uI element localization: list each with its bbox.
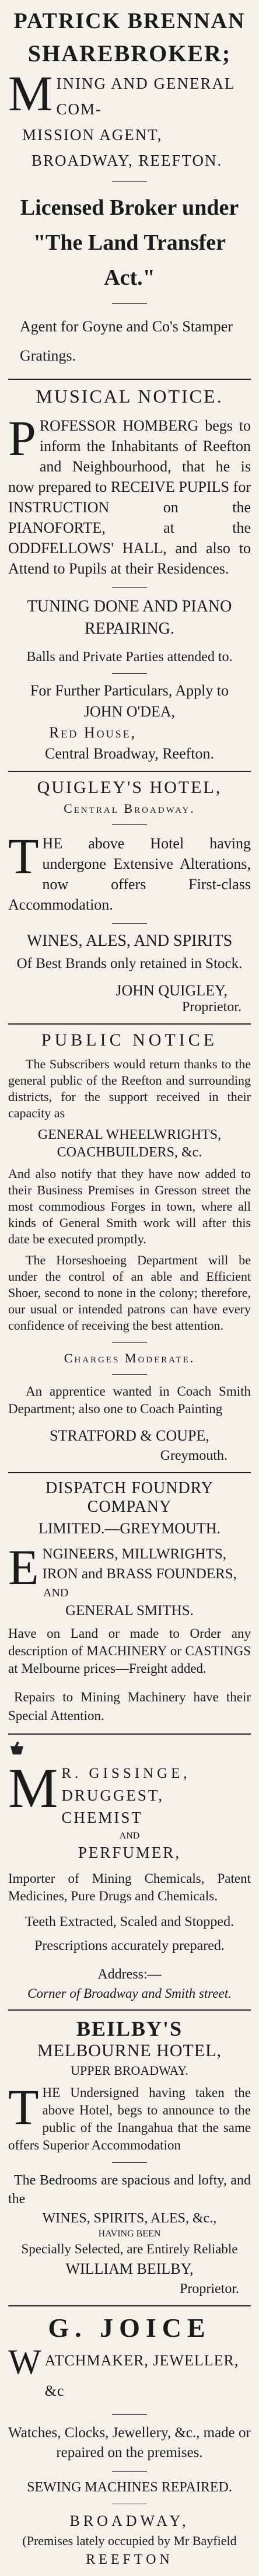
trade-text: ATCHMAKER, JEWELLER, &c: [44, 2352, 239, 2399]
divider: [112, 303, 147, 304]
divider: [112, 2471, 147, 2472]
ad-quigley: [8, 772, 251, 1025]
divider: [112, 181, 147, 182]
wines-text: WINES, SPIRITS, ALES, &c.,: [42, 2211, 217, 2226]
divider: [112, 587, 147, 588]
role: Proprietor.: [182, 999, 242, 1015]
ad-title: PUBLIC NOTICE: [41, 1030, 218, 1050]
ad-gissinge: [8, 1735, 251, 2011]
drop-cap: T: [8, 833, 39, 884]
ad-subtitle: Central Broadway.: [64, 801, 195, 816]
sewing-text: SEWING MACHINES REPAIRED.: [27, 2480, 232, 2495]
role: Proprietor.: [180, 2281, 239, 2297]
ad-body: [8, 833, 251, 915]
ad-subtitle: LIMITED.—GREYMOUTH.: [38, 1520, 220, 1537]
body-text: Importer of Mining Chemicals, Patent Medicines, Pure Drugs and Chemicals.: [8, 1871, 251, 1903]
ad-body: [8, 1544, 251, 1602]
firm-name: STRATFORD & COUPE,: [50, 1427, 209, 1444]
contact-address: Central Broadway, Reefton.: [45, 745, 214, 762]
stock-text: Have on Land or made to Order any description of MACHINERY or CASTINGS at Melbourne prices—Freight added.: [8, 1626, 251, 1676]
divider: [112, 824, 147, 825]
ad-body: [8, 2346, 251, 2406]
ad-musical: [8, 380, 251, 772]
further-text: For Further Particulars, Apply to: [30, 682, 229, 699]
ad-body: [8, 415, 251, 579]
ad-public-notice: [8, 1025, 251, 1473]
body-line: GENERAL SMITHS.: [65, 1603, 194, 1619]
drop-cap: T: [8, 2084, 39, 2135]
ad-dispatch-foundry: [8, 1473, 251, 1735]
having-text: HAVING BEEN: [98, 2229, 161, 2239]
teeth-text: Teeth Extracted, Scaled and Stopped.: [24, 1914, 235, 1930]
premises-text: (Premises lately occupied by Mr Bayfield: [22, 2533, 237, 2548]
drop-cap: E: [8, 1544, 39, 1595]
body-line: BROADWAY, REEFTON.: [32, 152, 223, 169]
ad-body: [8, 2084, 251, 2154]
divider: [112, 673, 147, 674]
ad-subtitle: SHAREBROKER;: [27, 40, 232, 67]
divider: [112, 2414, 147, 2415]
body-line: IRON and BRASS FOUNDERS,: [42, 1566, 237, 1582]
ad-subtitle: MELBOURNE HOTEL,: [37, 2041, 222, 2060]
ad-title: BEILBY'S: [76, 2017, 183, 2040]
ad-beilby: [8, 2011, 251, 2306]
repairs-text: Repairs to Mining Machinery have their Special Attention.: [8, 1690, 251, 1723]
body-text: HE above Hotel having undergone Extensive Alterations, now offers First-class Accommodation.: [8, 835, 251, 913]
goods-text: Watches, Clocks, Jewellery, &c., made or repaired on the premises.: [8, 2425, 251, 2460]
body-text: ROFESSOR HOMBERG begs to inform the Inhabitants of Reefton and Neighbourhood, that he is now prepared to RECEIVE PUPILS for INSTRUCTION on the PIANOFORTE, at the ODDFELLOWS' HALL, and also to Attend to Pupils at their Residences.: [8, 417, 251, 577]
brands-text: Of Best Brands only retained in Stock.: [16, 956, 243, 971]
divider: [112, 1374, 147, 1375]
chemist-line: AND: [119, 1831, 140, 1841]
body-text: The Horseshoeing Department will be under the control of an able and Efficient Shoer, second to none in the colony; therefore, our usual or intended patrons can have every confidence of receiving the best attention.: [8, 1253, 251, 1333]
ad-location: UPPER BROADWAY.: [71, 2063, 188, 2078]
address-label: Address:—: [97, 1967, 162, 1982]
body-text: And also notify that they have now added to their Business Premises in Gresson street the most commodious Forges in town, where all kinds of General Smith work will after this date be executed promptly.: [8, 1166, 251, 1246]
ad-title: MUSICAL NOTICE.: [36, 386, 223, 407]
apprentice-text: An apprentice wanted in Coach Smith Department; also one to Coach Painting: [8, 1384, 251, 1416]
drop-cap: P: [8, 415, 36, 466]
selected-text: Specially Selected, are Entirely Reliable: [21, 2242, 238, 2256]
signature: JOHN QUIGLEY,: [116, 982, 228, 999]
body-line: MISSION AGENT,: [22, 126, 163, 144]
contact-house: Red House,: [49, 724, 137, 741]
tuning-text: TUNING DONE AND PIANO REPAIRING.: [27, 597, 232, 638]
ad-body: [8, 1763, 251, 1829]
contact-name: JOHN O'DEA,: [83, 703, 176, 720]
drop-cap: M: [8, 1763, 58, 1819]
licensed-text: Licensed Broker under "The Land Transfer Act.": [20, 195, 239, 290]
ad-joice: [8, 2306, 251, 2576]
charges-text: Charges Moderate.: [64, 1351, 195, 1365]
firm-place: Greymouth.: [160, 1448, 228, 1463]
body-line: NGINEERS, MILLWRIGHTS,: [42, 1546, 227, 1562]
divider: [112, 1342, 147, 1343]
rooms-text: The Bedrooms are spacious and lofty, and the: [8, 2173, 251, 2207]
chemist-line: PERFUMER,: [78, 1844, 181, 1861]
prescriptions-text: Prescriptions accurately prepared.: [34, 1938, 225, 1953]
town-text: REEFTON: [86, 2552, 173, 2567]
body-text: HE Undersigned having taken the above Hotel, begs to announce to the public of the Inangahua that the same offers Superior Accommodation: [8, 2085, 251, 2152]
chemist-line: DRUGGEST, CHEMIST: [61, 1787, 164, 1826]
body-line: INING AND GENERAL COM-: [56, 75, 235, 118]
trades-text: GENERAL WHEELWRIGHTS, COACHBUILDERS, &c.: [37, 1127, 222, 1160]
ad-title: DISPATCH FOUNDRY COMPANY: [45, 1479, 214, 1516]
ad-title: PATRICK BRENNAN: [13, 9, 246, 33]
ad-title: QUIGLEY'S HOTEL,: [37, 778, 222, 797]
body-line: AND: [43, 1586, 69, 1599]
ad-brennan: [8, 2, 251, 380]
signature: WILLIAM BEILBY,: [65, 2260, 194, 2277]
balls-text: Balls and Private Parties attended to.: [26, 649, 233, 665]
divider: [112, 2162, 147, 2163]
agent-text: Agent for Goyne and Co's Stamper Gratings.: [20, 318, 233, 364]
mortar-pestle-icon: [8, 1740, 26, 1757]
ad-title: G. JOICE: [48, 2313, 211, 2343]
wines-text: WINES, ALES, AND SPIRITS: [26, 932, 233, 950]
drop-cap: M: [8, 71, 53, 121]
chemist-name: R. GISSINGE,: [61, 1766, 191, 1781]
body-text: The Subscribers would return thanks to the general public of the Reefton and surrounding districts, for the support received in their capacity as: [8, 1057, 251, 1120]
divider: [112, 923, 147, 924]
address-text: Corner of Broadway and Smith street.: [27, 1986, 232, 2001]
ad-body: [8, 71, 251, 173]
street-text: BROADWAY,: [69, 2512, 190, 2529]
drop-cap: W: [8, 2346, 41, 2381]
